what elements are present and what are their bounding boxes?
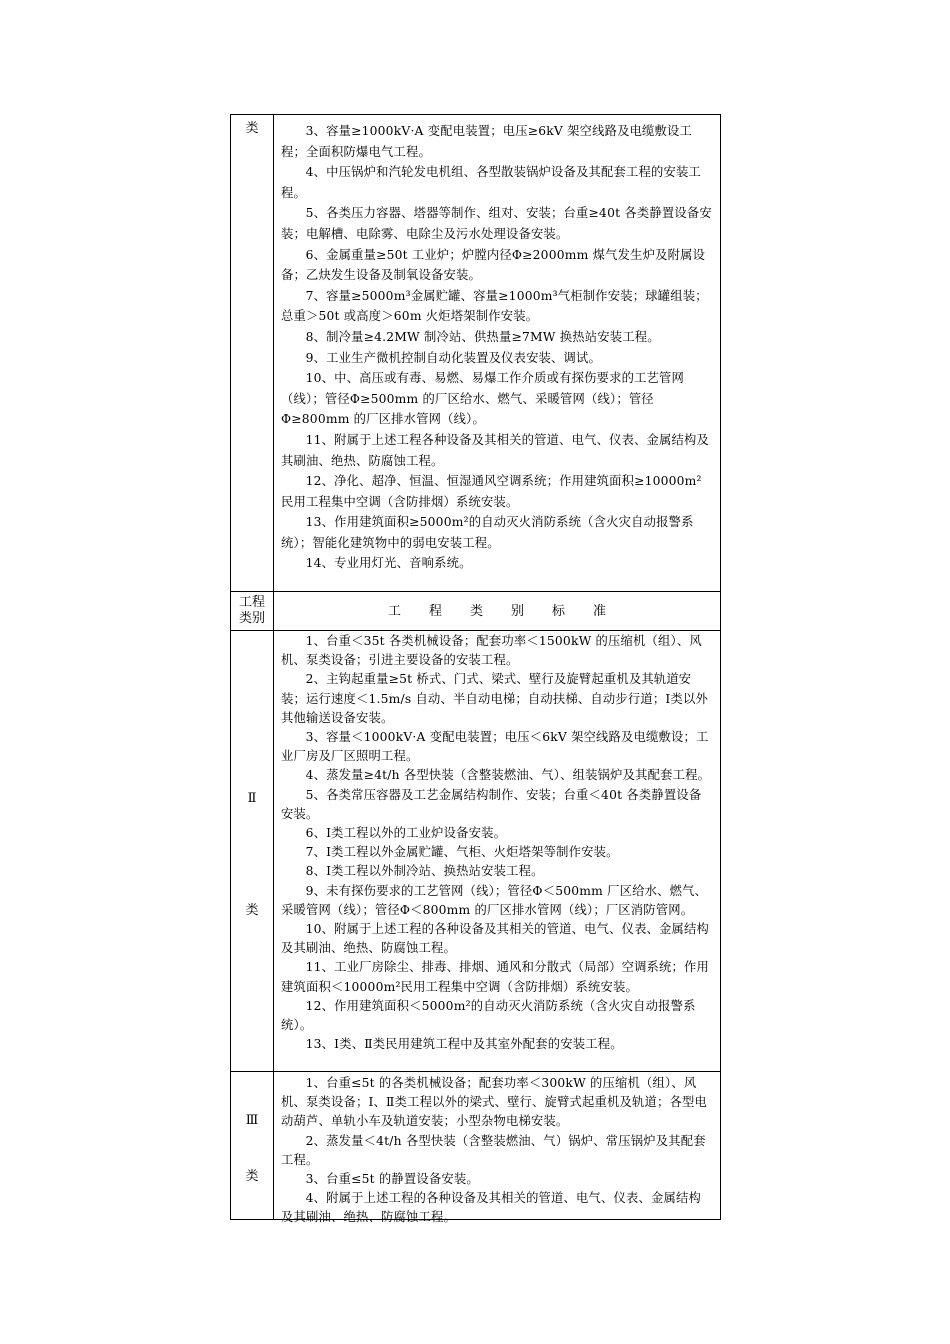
row-divider	[231, 1071, 720, 1072]
section1-item: 12、净化、超净、恒温、恒湿通风空调系统；作用建筑面积≥10000m²民用工程集中空调（含防排烟）系统安装。	[281, 474, 702, 509]
section2-label-top: Ⅱ	[247, 791, 257, 806]
header-title-char: 类	[469, 604, 483, 619]
section2-item: 1、台重＜35t 各类机械设备；配套功率＜1500kW 的压缩机（组）、风机、泵类设备；引进主要设备的安装工程。	[281, 634, 702, 668]
section2-item: 12、作用建筑面积＜5000m²的自动灭火消防系统（含火灾自动报警系统）。	[281, 998, 696, 1033]
classification-table	[230, 114, 721, 1225]
section3-label-bottom: 类	[245, 1169, 259, 1184]
header-category-line1: 工程	[238, 595, 265, 610]
row-divider	[231, 630, 720, 631]
section1-item: 8、制冷量≥4.2MW 制冷站、供热量≥7MW 换热站安装工程。	[305, 329, 660, 344]
section3-item: 4、附属于上述工程的各种设备及其相关的管道、电气、仪表、金属结构及其刷油、绝热、防腐蚀工程。	[281, 1191, 702, 1225]
section2-item: 10、附属于上述工程的各种设备及其相关的管道、电气、仪表、金属结构及其刷油、绝热、防腐蚀工程。	[281, 922, 710, 956]
section1-item: 3、容量≥1000kV·A 变配电装置；电压≥6kV 架空线路及电缆敷设工程；全面积防爆电气工程。	[281, 124, 693, 159]
section1-label: 类	[245, 121, 259, 136]
section2-content	[281, 632, 713, 1054]
section2-item: 8、Ⅰ类工程以外制冷站、换热站安装工程。	[305, 864, 544, 879]
row-divider	[231, 591, 720, 592]
section2-item: 7、Ⅰ类工程以外金属贮罐、气柜、火炬塔架等制作安装。	[305, 845, 619, 860]
header-category-line2: 类别	[238, 611, 265, 626]
section2-item: 11、工业厂房除尘、排毒、排烟、通风和分散式（局部）空调系统；作用建筑面积＜10000m²民用工程集中空调（含防排烟）系统安装。	[281, 960, 710, 994]
section1-item: 7、容量≥5000m³金属贮罐、容量≥1000m³气柜制作安装；球罐组装；总重＞50t 或高度＞60m 火炬塔架制作安装。	[281, 288, 708, 324]
section2-item: 6、Ⅰ类工程以外的工业炉设备安装。	[305, 826, 507, 841]
section3-label-top: Ⅲ	[245, 1113, 259, 1128]
section2-item: 13、Ⅰ类、Ⅱ类民用建筑工程中及其室外配套的安装工程。	[305, 1037, 623, 1052]
section1-item: 13、作用建筑面积≥5000m²的自动灭火消防系统（含火灾自动报警系统）；智能化建筑物中的弱电安装工程。	[281, 515, 694, 550]
section1-item: 5、各类压力容器、塔器等制作、组对、安装；台重≥40t 各类静置设备安装；电解槽、电除雾、电除尘及污水处理设备安装。	[281, 206, 712, 241]
section3-item: 3、台重≤5t 的静置设备安装。	[305, 1172, 479, 1187]
section1-item: 6、金属重量≥50t 工业炉；炉膛内径Φ≥2000mm 煤气发生炉及附属设备；乙炔发生设备及制氧设备安装。	[281, 247, 706, 283]
section2-item: 5、各类常压容器及工艺金属结构制作、安装；台重＜40t 各类静置设备安装。	[281, 787, 702, 821]
section1-item: 4、中压锅炉和汽轮发电机组、各型散装锅炉设备及其配套工程的安装工程。	[281, 165, 702, 200]
header-title-char: 工	[387, 604, 401, 619]
section1-content	[281, 121, 713, 574]
section2-item: 4、蒸发量≥4t/h 各型快装（含整装燃油、气）、组装锅炉及其配套工程。	[305, 768, 711, 783]
header-category-label	[231, 595, 273, 627]
section3-content	[281, 1074, 713, 1228]
section1-item: 10、中、高压或有毒、易燃、易爆工作介质或有探伤要求的工艺管网（线）；管径Φ≥500mm 的厂区给水、燃气、采暖管网（线）；管径Φ≥800mm 的厂区排水管网（线）。	[281, 371, 685, 427]
section1-item: 9、工业生产微机控制自动化装置及仪表安装、调试。	[305, 350, 602, 365]
header-title-char: 准	[593, 604, 607, 619]
section3-item: 1、台重≤5t 的各类机械设备；配套功率＜300kW 的压缩机（组）、风机、泵类设备；Ⅰ、Ⅱ类工程以外的梁式、壁行、旋臂式起重机及轨道；各型电动葫芦、单轨小车及轨道安装；小型杂物电梯安装。	[281, 1076, 708, 1129]
header-title-char: 程	[428, 604, 442, 619]
section2-label-bottom: 类	[245, 903, 259, 918]
section2-item: 9、未有探伤要求的工艺管网（线）；管径Φ＜500mm 厂区给水、燃气、采暖管网（线）；管径Φ＜800mm 的厂区排水管网（线）；厂区消防管网。	[281, 883, 708, 917]
column-divider	[273, 115, 274, 1219]
section2-item: 3、容量＜1000kV·A 变配电装置；电压＜6kV 架空线路及电缆敷设；工业厂房及厂区照明工程。	[281, 730, 709, 764]
header-title	[274, 603, 720, 621]
header-title-char: 标	[552, 604, 566, 619]
header-title-char: 别	[511, 604, 525, 619]
section1-item: 14、专业用灯光、音响系统。	[305, 556, 472, 571]
section2-item: 2、主钩起重量≥5t 桥式、门式、梁式、壁行及旋臂起重机及其轨道安装；运行速度＜1.5m/s 自动、半自动电梯；自动扶梯、自动步行道；Ⅰ类以外其他输送设备安装。	[281, 672, 708, 725]
section3-item: 2、蒸发量＜4t/h 各型快装（含整装燃油、气）锅炉、常压锅炉及其配套工程。	[281, 1133, 706, 1167]
section1-item: 11、附属于上述工程各种设备及其相关的管道、电气、仪表、金属结构及其刷油、绝热、防腐蚀工程。	[281, 432, 710, 468]
